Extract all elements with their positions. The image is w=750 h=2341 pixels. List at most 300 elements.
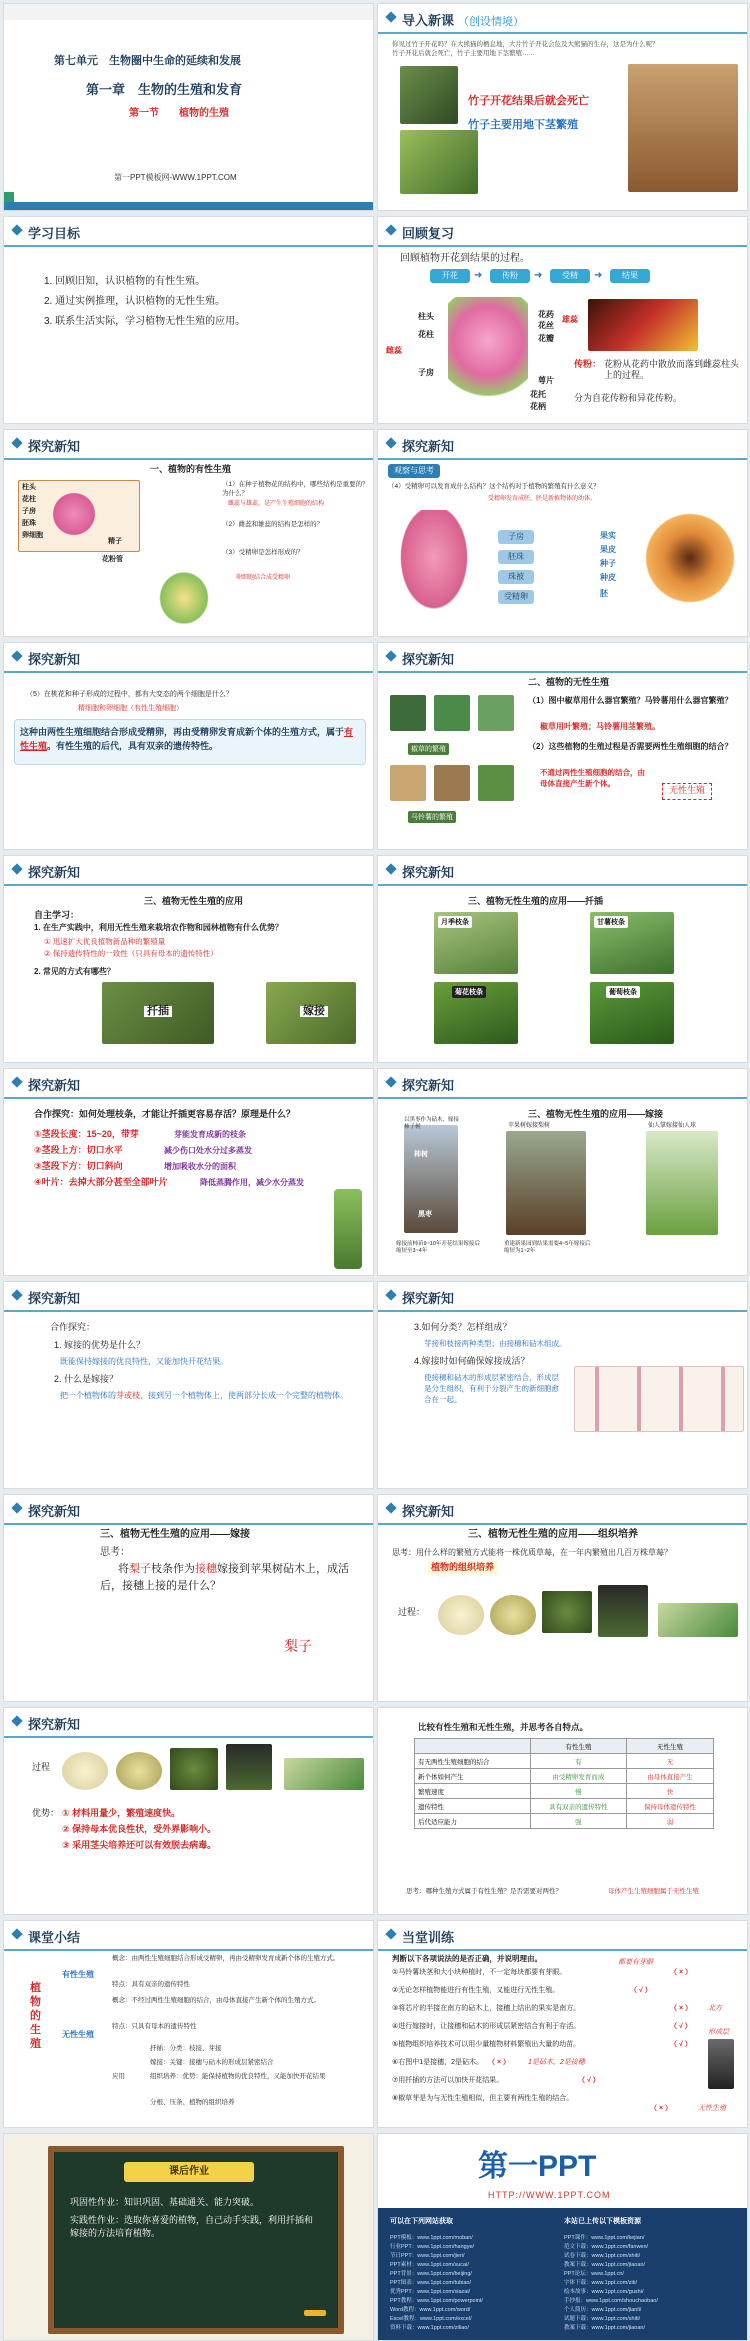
resource-link[interactable]: PPT图表：www.1ppt.com/tubiao/ — [390, 2280, 472, 2286]
label-stigma: 柱头 — [22, 484, 36, 491]
goal-3: 3. 联系生活实际，学习植物无性生殖的应用。 — [44, 316, 246, 327]
compare-table — [414, 1738, 714, 1829]
question-2: 2. 常见的方式有哪些？ — [34, 967, 115, 976]
think-answer: 梨子 — [284, 1638, 312, 1654]
label-persimmon: 柿树 — [414, 1151, 428, 1158]
resource-link[interactable]: 节日PPT：www.1ppt.com/jieri/ — [390, 2253, 465, 2259]
answer-3: 芽接和枝接两种类型；由接穗和砧木组成。 — [424, 1339, 567, 1348]
header-diamond-icon — [11, 224, 22, 235]
potato-photo-1 — [390, 765, 426, 801]
slide-title[interactable] — [3, 3, 374, 211]
corner-mark — [4, 192, 14, 202]
method-3: ③茎段下方：切口斜向 — [34, 1161, 123, 1171]
collab-lead: 合作探究： — [50, 1322, 96, 1332]
advantage-1: ① 材料用量少，繁殖速度快。 — [62, 1808, 181, 1818]
header-title: 探究新知 — [402, 652, 455, 667]
header-title: 探究新知 — [28, 1291, 81, 1306]
header-diamond-icon — [385, 224, 396, 235]
slide-grafting-inquiry[interactable] — [3, 1281, 374, 1489]
footnote-2: 重建新果园到结果需要4~5年嫁接后缩短为1~2年 — [504, 1241, 591, 1254]
tissue-culture-tag: 植物的组织培养 — [428, 1561, 497, 1574]
summary-asexual: 无性生殖 — [62, 2030, 94, 2039]
resource-link[interactable]: 手抄报：www.1ppt.com/shouchaobao/ — [564, 2298, 658, 2304]
method-2: ②茎段上方：切口水平 — [34, 1145, 123, 1155]
header-diamond-icon — [385, 1289, 396, 1300]
label-ovary: 子房 — [22, 508, 36, 515]
label-egg: 卵细胞 — [22, 532, 43, 539]
part-ovary: 子房 — [498, 530, 534, 544]
slide-header — [378, 1282, 747, 1312]
header-title: 探究新知 — [402, 439, 455, 454]
caption-chrysanthemum: 菊花枝条 — [452, 986, 486, 998]
summary-apply: 应用 — [112, 2073, 125, 2080]
question-4: （4）受精卵可以发育成什么结构？这个结构对于植物的繁殖有什么意义？ — [388, 483, 600, 490]
homework-label-1: 巩固性作业： — [70, 2197, 125, 2207]
slide-brand[interactable] — [377, 2133, 748, 2341]
question-4: 4.嫁接时如何确保嫁接成活？ — [414, 1356, 530, 1366]
caption-cactus: 仙人掌嫁接仙人球 — [648, 1123, 697, 1129]
resource-link[interactable]: 个人简历：www.1ppt.com/jianli/ — [564, 2307, 642, 2313]
header-diamond-icon — [385, 437, 396, 448]
table-cell: 快 — [627, 1784, 714, 1799]
header-diamond-icon — [385, 1928, 396, 1939]
caption-peperomia: 椒草的繁殖 — [408, 743, 449, 755]
summary-row-2: 特点：具有双亲的遗传特性 — [112, 1981, 190, 1988]
slide-cutting-method[interactable] — [3, 1068, 374, 1276]
header-diamond-icon — [11, 1928, 22, 1939]
result-embryo: 胚 — [600, 589, 608, 598]
bottom-band — [4, 202, 374, 210]
header-diamond-icon — [11, 1715, 22, 1726]
caption-sweet-potato: 甘薯枝条 — [594, 916, 628, 928]
slide-sexual-repro[interactable] — [3, 429, 374, 637]
think-label: 思考： — [100, 1547, 130, 1558]
links-column-1 — [390, 2234, 560, 2333]
dead-bamboo-photo — [628, 64, 738, 192]
practice-item-1: ①马铃薯块茎和大小块种植时，不一定每块都要有芽眼。 — [392, 1969, 567, 1976]
resource-link[interactable]: 教案下载：www.1ppt.com/jiaoan/ — [564, 2325, 645, 2331]
pollination-label: 传粉： — [574, 359, 602, 369]
table-cell: 后代适应能力 — [415, 1814, 531, 1829]
label-ovule: 胚珠 — [22, 520, 36, 527]
asexual-stamp: 无性生殖 — [662, 783, 712, 800]
header-diamond-icon — [11, 863, 22, 874]
reason-1: 芽能发育成新的枝条 — [174, 1130, 246, 1139]
table-header: 无性生殖 — [627, 1739, 714, 1754]
label-pollen-tube: 花粉管 — [102, 556, 123, 563]
slide-practice[interactable] — [377, 1920, 748, 2128]
practice-mark-1: （ × ） — [670, 1969, 692, 1976]
answer-1: 椒草用叶繁殖；马铃薯用茎繁殖。 — [540, 722, 660, 731]
practice-mark-5: （ √ ） — [670, 2041, 692, 2048]
slide-grafting-think[interactable] — [3, 1494, 374, 1702]
header-title: 当堂训练 — [402, 1930, 455, 1945]
arrow-icon: ➜ — [474, 270, 483, 281]
arrow-icon: ➜ — [534, 270, 543, 281]
header-diamond-icon — [11, 1289, 22, 1300]
table-cell: 有无两性生殖细胞的结合 — [415, 1754, 531, 1769]
chapter-title: 第一章 生物的生殖和发育 — [86, 82, 243, 97]
question-1: （1）在种子植物花的结构中，哪些结构是重要的？为什么？ — [222, 481, 369, 497]
table-header — [415, 1739, 531, 1754]
culture-step-3 — [542, 1591, 592, 1633]
slide-header — [4, 217, 373, 247]
intro-question: 你见过竹子开花吗？在大熊猫的栖息地，大片竹子开花会危及大熊猫的生存，这是为什么呢？ 竹子开花后就会死亡，竹子主要用地下茎繁殖…… — [392, 41, 659, 57]
practice-mark-8: （ × ） — [650, 2105, 672, 2112]
slide-header — [4, 1069, 373, 1099]
label-ovary: 子房 — [418, 368, 434, 377]
flower-diagram — [448, 297, 528, 407]
practice-stamp: 形成层 — [708, 2029, 729, 2036]
practice-note-3: 北方 — [708, 2005, 722, 2012]
practice-item-2: ②无论怎样植物能进行有性生殖，又能进行无性生殖。 — [392, 1987, 560, 1994]
slide-header — [378, 1069, 747, 1099]
label-pistil: 雌蕊 — [386, 346, 402, 355]
advantage-2: ② 保持母本优良性状，受外界影响小。 — [62, 1824, 217, 1834]
answer-2-post: ，接到另一个植物体上，使两部分长成一个完整的植物体。 — [140, 1391, 348, 1400]
header-title: 探究新知 — [28, 1717, 81, 1732]
result-seed-coat: 种皮 — [600, 573, 616, 582]
answer-4: 受精卵发育成胚，胚是新植物体的幼体。 — [488, 496, 597, 502]
practice-mark-2: （ √ ） — [630, 1987, 652, 1994]
grafting-steps-diagram — [574, 1366, 744, 1432]
section-heading: 三、植物无性生殖的应用——嫁接 — [528, 1109, 664, 1119]
caption-potato: 马铃薯的繁殖 — [408, 811, 456, 823]
slide-header — [4, 430, 373, 460]
practice-mark-4: （ √ ） — [670, 2023, 692, 2030]
header-diamond-icon — [11, 437, 22, 448]
top-band — [4, 4, 373, 20]
practice-mark-3: （ × ） — [670, 2005, 692, 2012]
homework-title: 课后作业 — [124, 2162, 254, 2182]
resource-link[interactable]: 绘本故事：www.1ppt.com/gushi/ — [564, 2289, 644, 2295]
resource-link[interactable]: 范文下载：www.1ppt.com/fanwen/ — [564, 2244, 649, 2250]
question-2: （2）雌蕊和雄蕊的结构是怎样的？ — [222, 521, 324, 528]
header-title: 探究新知 — [402, 1291, 455, 1306]
homework-text-2: 选取你喜爱的植物，自己动手实践，利用扦插和嫁接的方法培育植物。 — [70, 2215, 314, 2238]
slide-grafting-types[interactable] — [377, 1281, 748, 1489]
practice-note-6: 1是砧木，2是接穗 — [528, 2059, 585, 2066]
culture-step-3 — [170, 1748, 218, 1790]
slide-application[interactable] — [3, 855, 374, 1063]
caption-bamboo-die: 竹子开花结果后就会死亡 — [468, 95, 589, 107]
summary-row-7: 组织培养：优势：能保持植物的优良特性，又能加快开花结果 — [150, 2073, 326, 2080]
peach-fruit-photo — [638, 508, 742, 608]
caption-cutting: 扦插 — [144, 1006, 172, 1017]
label-filament: 花丝 — [538, 321, 554, 330]
compare-answer: 母体产生生殖细胞属于无性生殖 — [608, 1888, 699, 1895]
answer-2-pre: 把一个植物体的 — [60, 1391, 116, 1400]
header-title: 探究新知 — [28, 865, 81, 880]
slide-homework[interactable] — [3, 2133, 374, 2341]
summary-row-1: 概念：由两性生殖细胞结合形成受精卵，再由受精卵发育成新个体的生殖方式。 — [112, 1955, 340, 1962]
practice-item-6: ⑥右图中1是接穗，2是砧木。 — [392, 2059, 484, 2066]
think-question: 思考：用什么样的繁殖方式能将一株优质草莓，在一年内繁殖出几百万株草莓？ — [392, 1548, 672, 1557]
goal-1: 1. 回顾旧知，认识植物的有性生殖。 — [44, 276, 206, 287]
resource-link[interactable]: PPT模板：www.1ppt.com/moban/ — [390, 2235, 473, 2241]
method-4: ④叶片：去掉大部分甚至全部叶片 — [34, 1177, 168, 1187]
flow-bloom: 开花 — [430, 269, 470, 283]
slide-header — [4, 1708, 373, 1738]
table-cell: 保持母体遗传特性 — [627, 1799, 714, 1814]
slide-header — [4, 1282, 373, 1312]
peperomia-photo-2 — [434, 695, 470, 731]
label-anther: 花药 — [538, 310, 554, 319]
slide-header — [378, 856, 747, 886]
culture-step-5 — [284, 1758, 364, 1790]
flower-section-diagram — [388, 510, 480, 628]
section-heading: 三、植物无性生殖的应用——扦插 — [468, 896, 604, 906]
table-cell: 强 — [530, 1814, 626, 1829]
header-diamond-icon — [11, 1502, 22, 1513]
header-title: 探究新知 — [402, 865, 455, 880]
reason-3: 增加吸收水分的面积 — [164, 1162, 236, 1171]
practice-mark-7: （ √ ） — [578, 2077, 600, 2084]
culture-step-5 — [658, 1603, 738, 1637]
question-2: （2）这些植物的生殖过程是否需要两性生殖细胞的结合？ — [528, 742, 733, 751]
pollination-text: 花粉从花药中散放而落到雌蕊柱头上的过程。 — [604, 359, 740, 380]
homework-line-2 — [70, 2214, 320, 2240]
self-study-label: 自主学习： — [34, 910, 80, 920]
label-petal: 花瓣 — [538, 334, 554, 343]
practice-item-8: ⑧椒草芽是为与无性生殖相似，但主要有两性生殖的结合。 — [392, 2095, 574, 2102]
slide-asexual[interactable] — [377, 642, 748, 850]
resource-link[interactable]: PPT背景：www.1ppt.com/beijing/ — [390, 2271, 472, 2277]
culture-step-2 — [490, 1595, 536, 1635]
cactus-graft-photo — [646, 1131, 718, 1235]
practice-item-3: ③将芯片的半接在南方的砧木上，接穗上结出的果实是南方。 — [392, 2005, 581, 2012]
slide-review[interactable] — [377, 216, 748, 424]
culture-step-1 — [62, 1752, 108, 1790]
resource-link[interactable]: 字体下载：www.1ppt.com/ziti/ — [564, 2280, 638, 2286]
part-zygote: 受精卵 — [498, 590, 534, 604]
slide-header — [378, 4, 747, 34]
summary-row-4: 特点：只具有母本的遗传特性 — [112, 2023, 197, 2030]
answer-5: 精细胞和卵细胞（有性生殖细胞） — [78, 705, 183, 712]
process-label: 过程 — [32, 1762, 51, 1772]
culture-step-4 — [598, 1585, 648, 1637]
chalk-icon — [304, 2310, 326, 2316]
graft-figure — [708, 2039, 734, 2089]
caption-grafting: 嫁接 — [300, 1006, 328, 1017]
advantage-3: ③ 采用茎尖培养还可以有效脱去病毒。 — [62, 1840, 217, 1850]
summary-row-3: 概念：不经过两性生殖细胞的结合，由母体直接产生新个体的生殖方式。 — [112, 1997, 320, 2004]
answer-1: ① 迅速扩大优良植物新品种的繁殖量 — [44, 937, 166, 946]
slide-compare[interactable] — [377, 1707, 748, 1915]
result-fruit: 果实 — [600, 531, 616, 540]
question-1: 1. 嫁接的优势是什么？ — [54, 1340, 146, 1350]
summary-highlight: 有性生殖 — [20, 727, 354, 751]
apple-pear-graft-photo — [506, 1131, 586, 1235]
observe-tag: 观察与思考 — [388, 464, 440, 478]
method-1: ①茎段长度：15~20，带芽 — [34, 1129, 139, 1139]
resource-link[interactable]: Excel教程：www.1ppt.com/excel/ — [390, 2316, 472, 2322]
slide-tissue-culture[interactable] — [377, 1494, 748, 1702]
arrow-icon: ➜ — [594, 270, 603, 281]
peperomia-photo-1 — [390, 695, 426, 731]
summary-row-6: 嫁接：关键：接穗与砧木的形成层紧密结合 — [150, 2059, 274, 2066]
table-cell: 遗传特性 — [415, 1799, 531, 1814]
header-title: 课堂小结 — [28, 1930, 81, 1945]
header-title: 学习目标 — [28, 226, 81, 241]
header-title: 回顾复习 — [402, 226, 455, 241]
label-sperm: 精子 — [108, 538, 122, 545]
question-1: （1）图中椒草用什么器官繁殖？马铃薯用什么器官繁殖？ — [528, 696, 733, 705]
header-title: 探究新知 — [402, 1078, 455, 1093]
summary-post: 。有性生殖的后代，具有双亲的遗传特性。 — [47, 741, 219, 751]
links-title-1: 可以在下列网站获取 — [390, 2218, 453, 2225]
resource-link[interactable]: PPT素材：www.1ppt.com/sucai/ — [390, 2262, 469, 2268]
part-integument: 珠被 — [498, 570, 534, 584]
answer-1: 雌蕊与雄蕊，是产生生殖细胞的结构 — [228, 501, 325, 507]
summary-text — [20, 725, 360, 753]
answer-2-highlight: 芽或枝 — [116, 1391, 140, 1400]
slide-observe-think[interactable] — [377, 429, 748, 637]
header-diamond-icon — [385, 863, 396, 874]
reason-2: 减少伤口处水分过多蒸发 — [164, 1146, 252, 1155]
culture-step-1 — [438, 1595, 484, 1635]
practice-lead: 判断以下各项说法的是否正确，并说明理由。 — [392, 1954, 542, 1963]
goal-2: 2. 通过实例推理，认识植物的无性生殖。 — [44, 296, 226, 307]
label-stalk: 花柄 — [530, 402, 546, 411]
section-heading: 一、植物的有性生殖 — [150, 464, 232, 474]
header-title: 探究新知 — [28, 439, 81, 454]
answer-2: ② 保持遗传特性的一致性（只具有母本的遗传特性） — [44, 949, 218, 958]
part-ovule: 胚珠 — [498, 550, 534, 564]
reason-4: 降低蒸腾作用，减少水分蒸发 — [200, 1178, 304, 1187]
table-cell: 新个体如何产生 — [415, 1769, 531, 1784]
slide-header — [378, 217, 747, 247]
summary-side-label: 植物的生殖 — [30, 1982, 41, 2050]
table-cell: 由受精卵发育而成 — [530, 1769, 626, 1784]
footnote-1: 嫁接前柿苗9~10年开花结果嫁接后缩短至3~4年 — [396, 1241, 480, 1254]
section-title: 第一节 植物的生殖 — [129, 108, 229, 119]
advantage-label: 优势： — [32, 1808, 60, 1818]
table-cell: 慢 — [530, 1784, 626, 1799]
brand-logo: 第一PPT — [478, 2150, 597, 2183]
potato-photo-2 — [434, 765, 470, 801]
header-diamond-icon — [385, 650, 396, 661]
caption-rose: 月季枝条 — [438, 916, 472, 928]
pollen-photo — [588, 299, 698, 351]
links-column-2 — [564, 2234, 744, 2333]
ovary-cross-section — [154, 566, 214, 630]
think-scion: 接穗 — [195, 1563, 217, 1575]
resource-link[interactable]: 试卷下载：www.1ppt.com/shiti/ — [564, 2253, 641, 2259]
section-heading: 三、植物无性生殖的应用——组织培养 — [468, 1529, 638, 1540]
think-a: 将 — [118, 1563, 129, 1575]
practice-mark-6: （ × ） — [488, 2059, 510, 2066]
label-style: 花柱 — [418, 330, 434, 339]
homework-line-1 — [70, 2196, 320, 2209]
flow-fruit: 结果 — [610, 269, 650, 283]
header-title: 探究新知 — [28, 652, 81, 667]
practice-note-1: 都要有芽眼 — [618, 1959, 653, 1966]
label-style: 花柱 — [22, 496, 36, 503]
summary-sexual: 有性生殖 — [62, 1970, 94, 1979]
result-seed: 种子 — [600, 559, 616, 568]
section-heading: 三、植物无性生殖的应用 — [144, 896, 244, 906]
cutting-diagram — [334, 1189, 362, 1269]
bamboo-flower-photo — [400, 66, 458, 124]
flower-icon — [44, 486, 104, 542]
culture-step-2 — [116, 1752, 162, 1790]
resource-link[interactable]: PPT论坛：www.1ppt.cn/ — [564, 2271, 624, 2277]
slide-header — [378, 1921, 747, 1951]
resource-link[interactable]: PPT课件：www.1ppt.com/kejian/ — [564, 2235, 645, 2241]
section-heading: 二、植物的无性生殖 — [528, 677, 610, 687]
resource-link[interactable]: PPT教程：www.1ppt.com/powerpoint/ — [390, 2298, 483, 2304]
header-subtitle: （创设情境） — [458, 16, 525, 28]
slide-grafting[interactable] — [377, 1068, 748, 1276]
question-1: 1. 在生产实践中，利用无性生殖来栽培农作物和园林植物有什么优势？ — [34, 923, 283, 932]
slide-cutting[interactable] — [377, 855, 748, 1063]
summary-row-8: 分根、压条、植物的组织培养 — [150, 2099, 235, 2106]
question-3: （3）受精卵是怎样形成的？ — [222, 549, 304, 556]
slide-header — [4, 643, 373, 673]
caption-persimmon: 以黑枣作为砧木，嫁接柿子树 — [404, 1117, 460, 1130]
collab-question: 合作探究：如何处理枝条，才能让扦插更容易存活？原理是什么？ — [34, 1109, 296, 1119]
result-pericarp: 果皮 — [600, 545, 616, 554]
slide-header — [4, 1495, 373, 1525]
footer-text: 第一PPT模板网-WWW.1PPT.COM — [114, 173, 237, 182]
header-diamond-icon — [11, 1076, 22, 1087]
flow-fertilize: 受精 — [550, 269, 590, 283]
resource-link[interactable]: 行业PPT：www.1ppt.com/hangye/ — [390, 2244, 475, 2250]
resource-link[interactable]: 优秀PPT：www.1ppt.com/xiazai/ — [390, 2289, 471, 2295]
slide-header — [378, 430, 747, 460]
resource-link[interactable]: 试题下载：www.1ppt.com/shiti/ — [564, 2316, 641, 2322]
slide-header — [378, 1495, 747, 1525]
links-title-2: 本站已上传以下模板资源 — [564, 2218, 641, 2225]
slide-sexual-summary[interactable] — [3, 642, 374, 850]
think-c: 枝条作为 — [151, 1563, 195, 1575]
review-intro: 回顾植物开花到结果的过程。 — [400, 253, 530, 264]
slide-summary[interactable] — [3, 1920, 374, 2128]
label-sepal: 萼片 — [538, 376, 554, 385]
compare-note: 思考：哪种生殖方式属于有性生殖？是否需要对两性？ — [406, 1888, 562, 1895]
slide-header — [378, 643, 747, 673]
resource-link[interactable]: 教案下载：www.1ppt.com/jiaoan/ — [564, 2262, 645, 2268]
practice-note-8: 无性生殖 — [698, 2105, 726, 2112]
culture-step-4 — [226, 1744, 272, 1790]
slide-tissue-advantages[interactable] — [3, 1707, 374, 1915]
table-cell: 具有双亲的遗传特性 — [530, 1799, 626, 1814]
answer-2: 不通过两性生殖细胞的结合，由母体直接产生新个体。 — [540, 768, 645, 788]
table-cell: 无 — [627, 1754, 714, 1769]
pollination-types: 分为自花传粉和异花传粉。 — [574, 393, 683, 403]
label-receptacle: 花托 — [530, 390, 546, 399]
unit-title: 第七单元 生物圈中生命的延续和发展 — [54, 55, 241, 67]
compare-title: 比较有性生殖和无性生殖，并思考各自特点。 — [418, 1722, 589, 1732]
slide-intro[interactable] — [377, 3, 748, 211]
table-header: 有性生殖 — [530, 1739, 626, 1754]
resource-link[interactable]: 资料下载：www.1ppt.com/ziliao/ — [390, 2325, 469, 2331]
slide-goals[interactable] — [3, 216, 374, 424]
brand-url: HTTP://WWW.1PPT.COM — [488, 2190, 611, 2200]
header-title: 探究新知 — [28, 1078, 81, 1093]
answer-2 — [60, 1390, 370, 1401]
bamboo-seed-photo — [400, 130, 478, 194]
header-title: 探究新知 — [28, 1504, 81, 1519]
caption-grape: 葡萄枝条 — [606, 986, 640, 998]
answer-1: 既能保持嫁接的优良特性，又能加快开花结果。 — [60, 1357, 228, 1366]
potato-photo-3 — [478, 765, 514, 801]
think-e: 嫁接到苹果树砧木上，成活后，接穗上接的是什么？ — [100, 1563, 349, 1592]
caption-apple-pear: 苹果树嫁接梨树 — [508, 1123, 551, 1129]
answer-3: 卵细胞结合成受精卵 — [236, 575, 291, 581]
resource-link[interactable]: Word教程：www.1ppt.com/word/ — [390, 2307, 471, 2313]
